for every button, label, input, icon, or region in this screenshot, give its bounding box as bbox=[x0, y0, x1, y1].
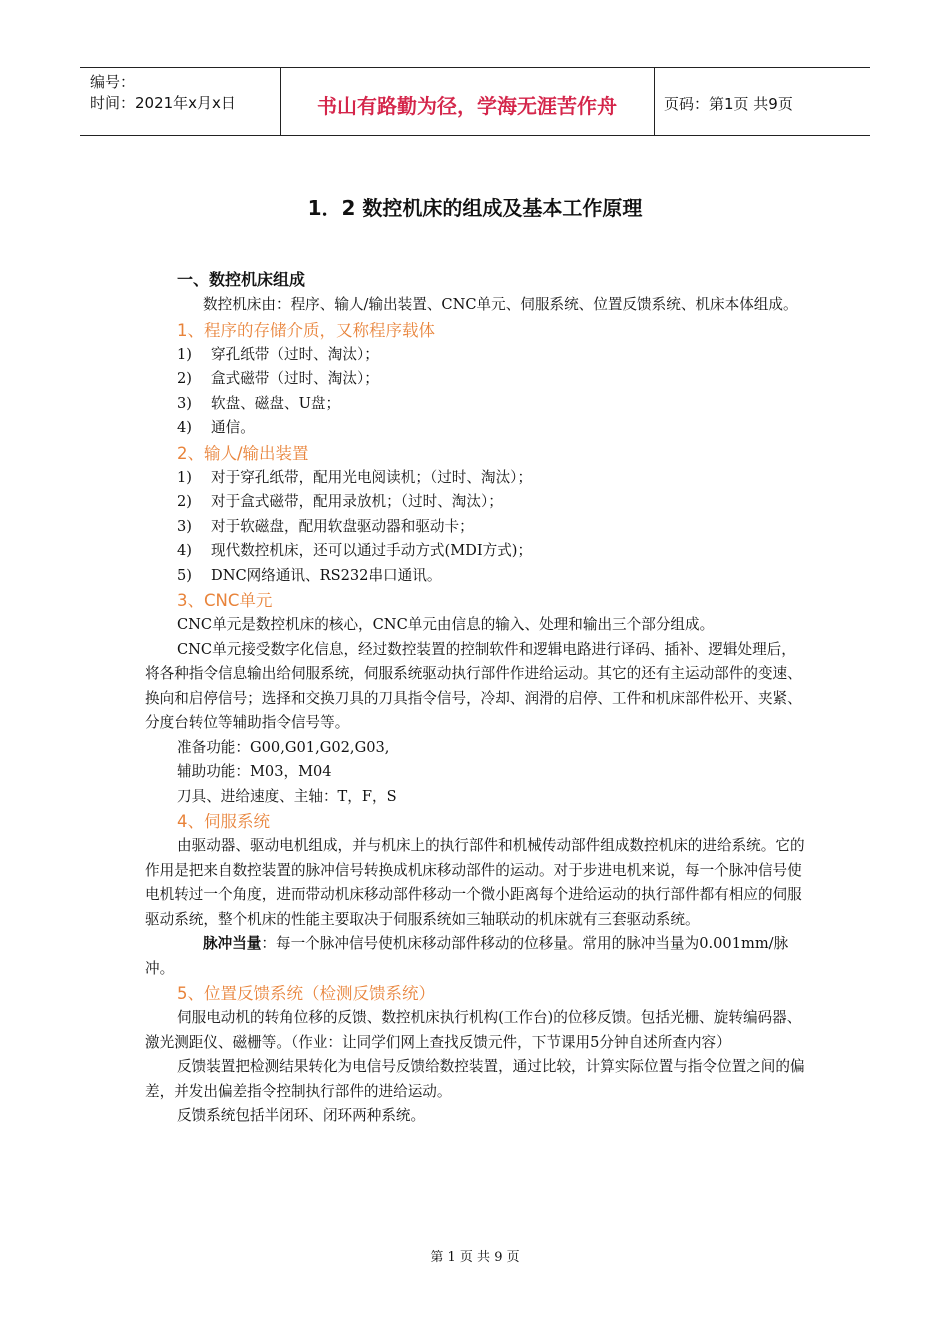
list-item: 4) 通信。 bbox=[177, 419, 255, 436]
header-divider bbox=[654, 68, 655, 135]
document-number: 编号： bbox=[90, 73, 136, 91]
paragraph: 辅助功能：M03，M04 bbox=[177, 763, 332, 780]
header-meta bbox=[90, 72, 236, 114]
header-page-number: 页码：第1页 共9页 bbox=[664, 95, 793, 113]
term-label: 脉冲当量 bbox=[203, 935, 262, 952]
list-item: 4) 现代数控机床，还可以通过手动方式(MDI方式)； bbox=[177, 542, 533, 559]
paragraph: 由驱动器、驱动电机组成，并与机床上的执行部件和机械传动部件组成数控机床的进给系统。它的作用是把来自数控装置的脉冲信号转换成机床移动部件的运动。对于步进电机来说，每一个脉冲信号使电机转过一个角度，进而带动机床移动部件移动一个微小距离每个进给运动的执行部件都有相应的伺服驱动系统，整个机床的性能主要取决于伺服系统如三轴联动的机床就有三套驱动系统。 bbox=[145, 837, 805, 928]
paragraph: 刀具、进给速度、主轴：T，F，S bbox=[177, 787, 397, 805]
list-item: 3) 软盘、磁盘、U盘； bbox=[177, 394, 341, 412]
paragraph: 准备功能：G00,G01,G02,G03, bbox=[177, 738, 390, 756]
document-body bbox=[145, 267, 805, 1129]
page-title: 1．2 数控机床的组成及基本工作原理 bbox=[307, 196, 643, 220]
list-item: 1) 对于穿孔纸带，配用光电阅读机；（过时、淘汰）； bbox=[177, 468, 533, 486]
paragraph: CNC单元是数控机床的核心，CNC单元由信息的输入、处理和输出三个部分组成。 bbox=[177, 616, 715, 633]
paragraph: 反馈系统包括半闭环、闭环两种系统。 bbox=[177, 1107, 426, 1124]
paragraph: CNC单元接受数字化信息，经过数控装置的控制软件和逻辑电路进行译码、插补、逻辑处理后，将各种指令信息输出给伺服系统，伺服系统驱动执行部件作进给运动。其它的还有主运动部件的变速、换向和启停信号；选择和交换刀具的刀具指令信号，冷却、润滑的启停、工件和机床部件松开、夹紧、分度台转位等辅助指令信号等。 bbox=[145, 640, 802, 731]
section-heading: 一、数控机床组成 bbox=[177, 270, 306, 289]
list-item: 5) DNC网络通讯、RS232串口通讯。 bbox=[177, 566, 442, 584]
document-header bbox=[80, 67, 870, 136]
list-item: 1) 穿孔纸带（过时、淘汰）； bbox=[177, 345, 379, 363]
paragraph: 数控机床由：程序、输人/输出装置、CNC单元、伺服系统、位置反馈系统、机床本体组成。 bbox=[203, 296, 798, 313]
subsection-heading: 5、位置反馈系统（检测反馈系统） bbox=[177, 984, 435, 1003]
list-item: 2) 盒式磁带（过时、淘汰）； bbox=[177, 370, 379, 387]
header-motto: 书山有路勤为径，学海无涯苦作舟 bbox=[317, 94, 617, 118]
list-item: 3) 对于软磁盘，配用软盘驱动器和驱动卡； bbox=[177, 517, 474, 535]
paragraph: 反馈装置把检测结果转化为电信号反馈给数控装置，通过比较，计算实际位置与指令位置之间的偏差，并发出偏差指令控制执行部件的进给运动。 bbox=[145, 1058, 805, 1100]
paragraph: 伺服电动机的转角位移的反馈、数控机床执行机构(工作台)的位移反馈。包括光栅、旋转编码器、激光测距仪、磁栅等。（作业：让同学们网上查找反馈元件，下节课用5分钟自述所查内容） bbox=[145, 1009, 802, 1051]
subsection-heading: 3、CNC单元 bbox=[177, 591, 273, 610]
subsection-heading: 2、输人/输出装置 bbox=[177, 443, 309, 463]
subsection-heading: 1、程序的存储介质，又称程序载体 bbox=[177, 320, 435, 340]
subsection-heading: 4、伺服系统 bbox=[177, 812, 270, 831]
list-item: 2) 对于盒式磁带，配用录放机；（过时、淘汰）； bbox=[177, 493, 503, 510]
page-footer: 第 1 页 共 9 页 bbox=[430, 1250, 520, 1265]
document-date: 时间：2021年x月x日 bbox=[90, 94, 236, 112]
paragraph: 脉冲当量：每一个脉冲信号使机床移动部件移动的位移量。常用的脉冲当量为0.001mm/脉冲。 bbox=[145, 935, 789, 977]
